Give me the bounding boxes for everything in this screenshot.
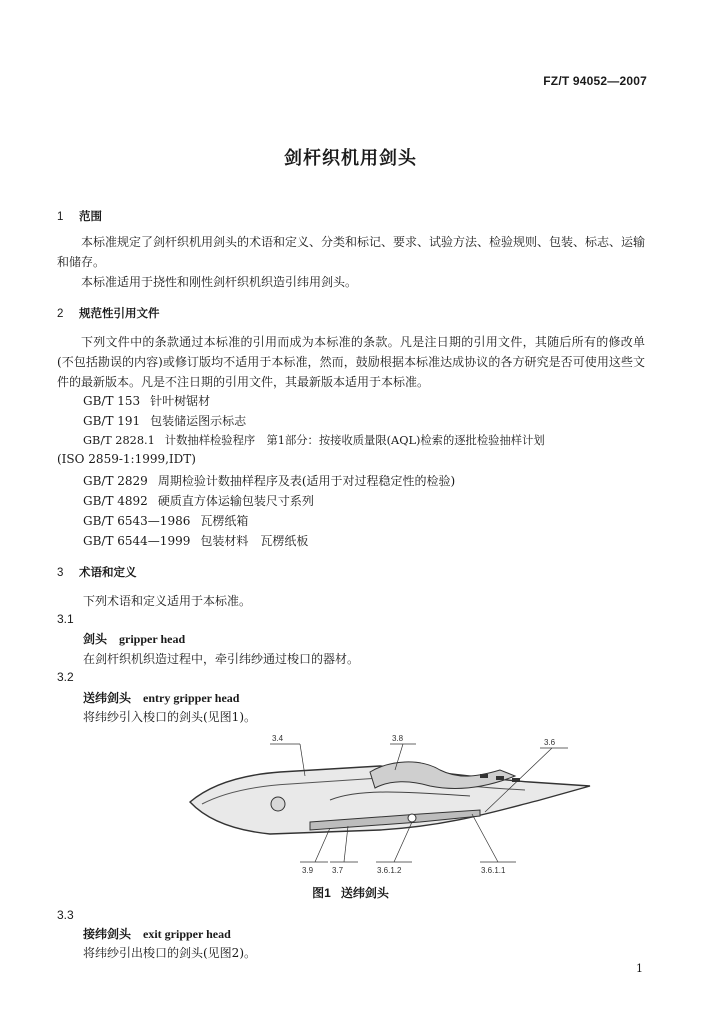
term-zh: 接纬剑头 bbox=[83, 927, 132, 941]
term-number: 3.2 bbox=[57, 670, 74, 684]
term-en: entry gripper head bbox=[143, 691, 240, 705]
reference-title: 包装储运图示标志 bbox=[150, 414, 247, 428]
term-heading bbox=[83, 630, 185, 647]
gripper-hole bbox=[480, 774, 488, 778]
reference-continuation: (ISO 2859-1:1999,IDT) bbox=[57, 452, 196, 466]
term-definition: 将纬纱引入梭口的剑头(见图1)。 bbox=[83, 710, 256, 724]
reference-code: GB/T 4892 bbox=[83, 494, 148, 508]
gripper-hole bbox=[496, 776, 504, 780]
figure-caption-title: 送纬剑头 bbox=[340, 886, 389, 900]
leader-line bbox=[315, 828, 330, 862]
figure-entry-gripper-head bbox=[180, 730, 600, 880]
section-heading-1 bbox=[57, 208, 102, 224]
reference-item bbox=[83, 432, 545, 448]
reference-item bbox=[83, 392, 210, 409]
leader-line bbox=[472, 814, 498, 862]
reference-item bbox=[83, 532, 308, 549]
reference-title: 周期检验计数抽样程序及表(适用于对过程稳定性的检验) bbox=[157, 474, 456, 488]
gripper-rivet bbox=[271, 797, 285, 811]
paragraph: 下列术语和定义适用于本标准。 bbox=[83, 594, 252, 608]
reference-code: GB/T 153 bbox=[83, 394, 141, 408]
reference-item bbox=[83, 412, 246, 429]
figure-caption-number: 图1 bbox=[312, 886, 331, 900]
reference-code: GB/T 6544—1999 bbox=[83, 534, 191, 548]
section-number: 1 bbox=[57, 211, 64, 223]
section-title: 规范性引用文件 bbox=[79, 308, 160, 320]
reference-code: GB/T 2829 bbox=[83, 474, 148, 488]
reference-title: 硬质直方体运输包装尺寸系列 bbox=[157, 494, 314, 508]
term-number: 3.1 bbox=[57, 612, 74, 626]
section-heading-2 bbox=[57, 305, 160, 321]
paragraph: 下列文件中的条款通过本标准的引用而成为本标准的条款。凡是注日期的引用文件，其随后所有的修改单(不包括勘误的内容)或修订版均不适用于本标准，然而，鼓励根据本标准达成协议的各方研究是否可使用这些文件的最新版本。凡是不注日期的引用文件，其最新版本适用于本标准。 bbox=[57, 335, 645, 389]
reference-title: 计数抽样检验程序 第1部分：按接收质量限(AQL)检索的逐批检验抽样计划 bbox=[164, 434, 545, 447]
term-number: 3.3 bbox=[57, 908, 74, 922]
term-definition: 将纬纱引出梭口的剑头(见图2)。 bbox=[83, 946, 256, 960]
reference-item bbox=[83, 492, 314, 509]
term-heading bbox=[83, 689, 239, 706]
reference-title: 瓦楞纸箱 bbox=[200, 514, 249, 528]
reference-code: GB/T 191 bbox=[83, 414, 141, 428]
reference-item bbox=[83, 512, 248, 529]
gripper-pin bbox=[408, 814, 416, 822]
figure-label: 3.7 bbox=[332, 866, 344, 875]
figure-label: 3.9 bbox=[302, 866, 314, 875]
reference-title: 包装材料 瓦楞纸板 bbox=[200, 534, 309, 548]
figure-label: 3.8 bbox=[392, 734, 404, 743]
figure-label: 3.4 bbox=[272, 734, 284, 743]
term-zh: 剑头 bbox=[83, 632, 108, 646]
section-number: 3 bbox=[57, 567, 64, 579]
reference-code: GB/T 2828.1 bbox=[83, 434, 155, 447]
figure-label: 3.6.1.1 bbox=[481, 866, 506, 875]
reference-code: GB/T 6543—1986 bbox=[83, 514, 191, 528]
figure-label: 3.6.1.2 bbox=[377, 866, 402, 875]
term-zh: 送纬剑头 bbox=[83, 691, 132, 705]
paragraph: 本标准适用于挠性和刚性剑杆织机织造引纬用剑头。 bbox=[81, 275, 358, 289]
section-title: 术语和定义 bbox=[79, 567, 137, 579]
term-en: gripper head bbox=[119, 632, 186, 646]
page-number: 1 bbox=[636, 962, 643, 975]
section-heading-3 bbox=[57, 564, 137, 580]
standard-number: FZ/T 94052—2007 bbox=[543, 74, 647, 88]
term-en: exit gripper head bbox=[143, 927, 231, 941]
term-heading bbox=[83, 925, 231, 942]
section-number: 2 bbox=[57, 308, 64, 320]
figure-label: 3.6 bbox=[544, 738, 556, 747]
term-definition: 在剑杆织机织造过程中，牵引纬纱通过梭口的器材。 bbox=[83, 652, 360, 666]
reference-title: 针叶树锯材 bbox=[150, 394, 211, 408]
reference-item bbox=[83, 472, 455, 489]
section-title: 范围 bbox=[79, 211, 102, 223]
paragraph: 本标准规定了剑杆织机用剑头的术语和定义、分类和标记、要求、试验方法、检验规则、包装、标志、运输和储存。 bbox=[57, 235, 646, 269]
page-title: 剑杆织机用剑头 bbox=[284, 148, 417, 168]
figure-caption bbox=[0, 884, 701, 901]
